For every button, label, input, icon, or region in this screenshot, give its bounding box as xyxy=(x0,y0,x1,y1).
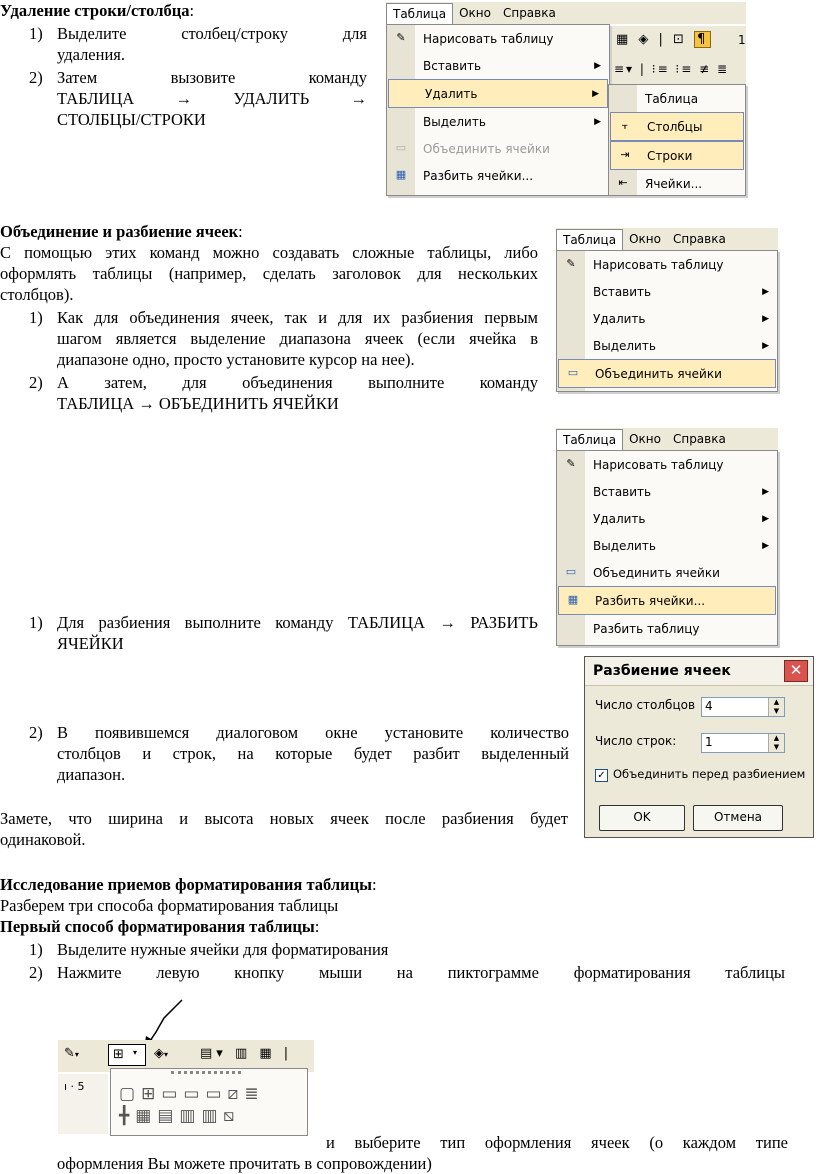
list-item-text: А затем, для объединения выполните команду xyxy=(57,373,538,392)
list-item-text: Выделите нужные ячейки для форматирования xyxy=(57,940,389,959)
paragraph-line: и выберите тип оформления ячеек (о каждом типе xyxy=(326,1133,788,1152)
ruler: ı · 5 xyxy=(58,1074,108,1134)
line-color-icon[interactable]: ✎▾ xyxy=(64,1046,79,1061)
menu-table[interactable]: Таблица xyxy=(556,429,623,451)
section-heading-merge: Объединение и разбиение ячеек: xyxy=(0,222,243,241)
table-menu xyxy=(556,450,778,646)
pencil-table-icon: ✎ xyxy=(566,257,576,270)
menu-item-draw-table[interactable]: ✎ Нарисовать таблицу xyxy=(557,251,777,278)
list-item-text: ТАБЛИЦА → ОБЪЕДИНИТЬ ЯЧЕЙКИ xyxy=(57,394,339,413)
list-item-text: В появившемся диалоговом окне установите количество xyxy=(57,723,569,742)
menu-item-insert[interactable]: Вставить ▶ xyxy=(423,58,601,73)
rows-spinner[interactable] xyxy=(701,733,785,753)
menu-item-merge-cells[interactable]: ▭ Объединить ячейки xyxy=(557,559,777,586)
merge-cells-icon: ▭ xyxy=(567,366,579,379)
border-options[interactable] xyxy=(119,1083,265,1127)
menu-table[interactable]: Таблица xyxy=(386,3,453,25)
shading-color-icon[interactable]: ◈▾ xyxy=(154,1046,169,1061)
list-item-text: ЯЧЕЙКИ xyxy=(57,634,124,653)
merge-before-split-checkbox[interactable]: ✓ xyxy=(595,769,608,782)
split-cells-icon: ▦ xyxy=(567,593,579,606)
list-item-text: Как для объединения ячеек, так и для их разбиения первым xyxy=(57,308,538,327)
submenu-arrow-icon: ▶ xyxy=(762,286,769,297)
submenu-arrow-icon: ▶ xyxy=(762,340,769,351)
toolbar-icons: ▦ ◈ | ⊡ ¶ xyxy=(616,32,711,47)
list-item-text: шагом является выделение диапазона ячеек (если ячейка в xyxy=(57,329,538,348)
paragraph-line: Разберем три способа форматирования таблицы xyxy=(0,896,339,915)
list-number: 1) xyxy=(29,308,43,327)
menu-item-delete[interactable]: Удалить ▶ xyxy=(388,79,608,108)
border-option-icon: ⧄ xyxy=(227,1084,245,1104)
menu-item-insert[interactable]: Вставить ▶ xyxy=(593,284,769,299)
border-option-icon: ▭ xyxy=(161,1084,184,1104)
submenu-item-table[interactable]: Таблица xyxy=(645,91,699,106)
menu-item-draw-table[interactable]: ✎ Нарисовать таблицу xyxy=(387,25,609,52)
paragraph-line: столбцов). xyxy=(0,285,74,304)
chevron-down-icon[interactable]: ▾ xyxy=(133,1048,138,1057)
pencil-table-icon: ✎ xyxy=(566,457,576,470)
list-item-text: столбцов и строк, на которые будет разбит выделенный xyxy=(57,744,569,763)
list-item-text: диапазон. xyxy=(57,765,126,784)
border-option-icon: ▦ xyxy=(135,1106,158,1126)
list-item-text: Нажмите левую кнопку мыши на пиктограмме форматирования таблицы xyxy=(57,963,785,982)
border-option-icon: ╋ xyxy=(119,1106,136,1126)
toolbar-strip xyxy=(610,26,746,86)
submenu-arrow-icon: ▶ xyxy=(594,116,601,127)
submenu-arrow-icon: ▶ xyxy=(594,60,601,71)
border-option-icon: ▥ xyxy=(179,1106,202,1126)
section-heading-delete: Удаление строки/столбца: xyxy=(0,1,195,20)
delete-submenu xyxy=(608,84,746,196)
menu-item-delete[interactable]: Удалить ▶ xyxy=(593,511,769,526)
menu-item-select[interactable]: Выделить ▶ xyxy=(593,338,769,353)
table-menu xyxy=(556,250,778,392)
menu-item-draw-table[interactable]: ✎ Нарисовать таблицу xyxy=(557,451,777,478)
merge-before-split-label: Объединить перед разбиением xyxy=(613,767,806,781)
submenu-arrow-icon: ▶ xyxy=(762,486,769,497)
menu-item-delete[interactable]: Удалить ▶ xyxy=(593,311,769,326)
submenu-item-rows[interactable]: ⇥ Строки xyxy=(610,141,744,170)
rows-label: Число строк: xyxy=(595,734,677,748)
menu-item-select[interactable]: Выделить ▶ xyxy=(593,538,769,553)
border-option-icon: ▭ xyxy=(183,1084,206,1104)
submenu-arrow-icon: ▶ xyxy=(592,88,599,99)
submenu-arrow-icon: ▶ xyxy=(762,313,769,324)
menu-item-merge-cells[interactable]: ▭ Объединить ячейки xyxy=(558,359,776,388)
border-option-icon: ⊞ xyxy=(141,1084,162,1104)
paragraph-line: оформлять таблицы (например, сделать заголовок для нескольких xyxy=(0,264,538,283)
menu-table[interactable]: Таблица xyxy=(556,229,623,251)
palette-grip[interactable] xyxy=(171,1071,241,1074)
submenu-item-cells[interactable]: ⇤ Ячейки... xyxy=(609,170,745,197)
menu-help[interactable]: Справка xyxy=(502,6,556,20)
ok-button[interactable]: OK xyxy=(599,805,685,831)
merge-cells-icon: ▭ xyxy=(565,565,577,578)
delete-rows-icon: ⇥ xyxy=(620,148,630,161)
list-item-text: ТАБЛИЦА → УДАЛИТЬ → xyxy=(57,89,367,108)
submenu-arrow-icon: ▶ xyxy=(762,513,769,524)
menu-help[interactable]: Справка xyxy=(672,432,726,446)
menu-help[interactable]: Справка xyxy=(672,232,726,246)
spinner-arrows-icon[interactable]: ▲ ▼ xyxy=(768,698,784,716)
list-item-text: Для разбиения выполните команду ТАБЛИЦА → РАЗБИТЬ xyxy=(57,613,538,632)
list-item-text: Выделите столбец/строку для xyxy=(57,24,367,43)
menu-window[interactable]: Окно xyxy=(629,432,661,446)
columns-spinner[interactable] xyxy=(701,697,785,717)
menu-bar xyxy=(386,2,746,24)
list-number: 1) xyxy=(29,613,43,632)
table-menu xyxy=(386,24,610,196)
border-option-icon: ▢ xyxy=(119,1084,142,1104)
border-option-icon: ≣ xyxy=(244,1084,265,1104)
dialog-title: Разбиение ячеек xyxy=(585,657,813,686)
toolbar-number: 1 xyxy=(738,33,746,47)
split-cells-icon: ▦ xyxy=(395,168,407,181)
list-item-text: удаления. xyxy=(57,45,126,64)
close-icon[interactable]: ✕ xyxy=(784,660,808,682)
list-format-icons: ≡▾ | ⁝≡ ⁝≡ ≢ ≣ xyxy=(614,62,730,76)
borders-palette xyxy=(110,1068,308,1136)
list-number: 1) xyxy=(29,24,43,43)
borders-icon: ⊞ xyxy=(113,1047,124,1062)
border-option-icon: ⧅ xyxy=(223,1106,241,1126)
list-number: 2) xyxy=(29,723,43,742)
menu-item-split-table[interactable]: Разбить таблицу xyxy=(593,621,700,636)
menu-window[interactable]: Окно xyxy=(629,232,661,246)
list-number: 2) xyxy=(29,373,43,392)
list-item-text: Затем вызовите команду xyxy=(57,68,367,87)
list-item-text: диапазоне одно, просто установите курсор на нее). xyxy=(57,350,415,369)
border-option-icon: ▤ xyxy=(157,1106,180,1126)
merge-cells-icon: ▭ xyxy=(395,141,407,154)
split-cells-dialog xyxy=(584,656,814,838)
menu-item-split-cells[interactable]: ▦ Разбить ячейки... xyxy=(558,586,776,615)
list-number: 2) xyxy=(29,68,43,87)
menu-window[interactable]: Окно xyxy=(459,6,491,20)
paragraph-line: С помощью этих команд можно создавать сложные таблицы, либо xyxy=(0,243,538,262)
columns-label: Число столбцов xyxy=(595,698,696,712)
menu-item-insert[interactable]: Вставить ▶ xyxy=(593,484,769,499)
submenu-item-columns[interactable]: ⫟ Столбцы xyxy=(610,112,744,141)
submenu-arrow-icon: ▶ xyxy=(762,540,769,551)
borders-button[interactable] xyxy=(108,1044,146,1066)
cancel-button[interactable]: Отмена xyxy=(693,805,783,831)
table-tools-icons[interactable]: ▤▾ ▥ ▦ | xyxy=(200,1046,293,1061)
list-number: 2) xyxy=(29,963,43,982)
list-item-text: СТОЛБЦЫ/СТРОКИ xyxy=(57,110,206,129)
border-option-icon: ▥ xyxy=(201,1106,224,1126)
paragraph-line: оформления Вы можете прочитать в сопровождении) xyxy=(57,1154,432,1173)
note-line: Замете, что ширина и высота новых ячеек после разбиения будет xyxy=(0,809,568,828)
columns-value[interactable]: 4 xyxy=(705,699,713,713)
menu-bar xyxy=(556,428,778,450)
menu-item-merge-cells[interactable]: ▭ Объединить ячейки xyxy=(387,135,609,162)
section-heading-formatting: Исследование приемов форматирования таблицы: xyxy=(0,875,377,894)
menu-item-select[interactable]: Выделить ▶ xyxy=(423,114,601,129)
spinner-arrows-icon[interactable]: ▲ ▼ xyxy=(768,734,784,752)
menu-item-split-cells[interactable]: ▦ Разбить ячейки... xyxy=(387,162,609,189)
rows-value[interactable]: 1 xyxy=(705,735,713,749)
menu-bar xyxy=(556,228,778,250)
pencil-table-icon: ✎ xyxy=(396,31,406,44)
border-option-icon: ▭ xyxy=(205,1084,228,1104)
subheading-first-method: Первый способ форматирования таблицы: xyxy=(0,917,320,936)
list-number: 1) xyxy=(29,940,43,959)
note-line: одинаковой. xyxy=(0,830,86,849)
delete-cells-icon: ⇤ xyxy=(618,176,628,189)
delete-columns-icon: ⫟ xyxy=(621,119,629,132)
